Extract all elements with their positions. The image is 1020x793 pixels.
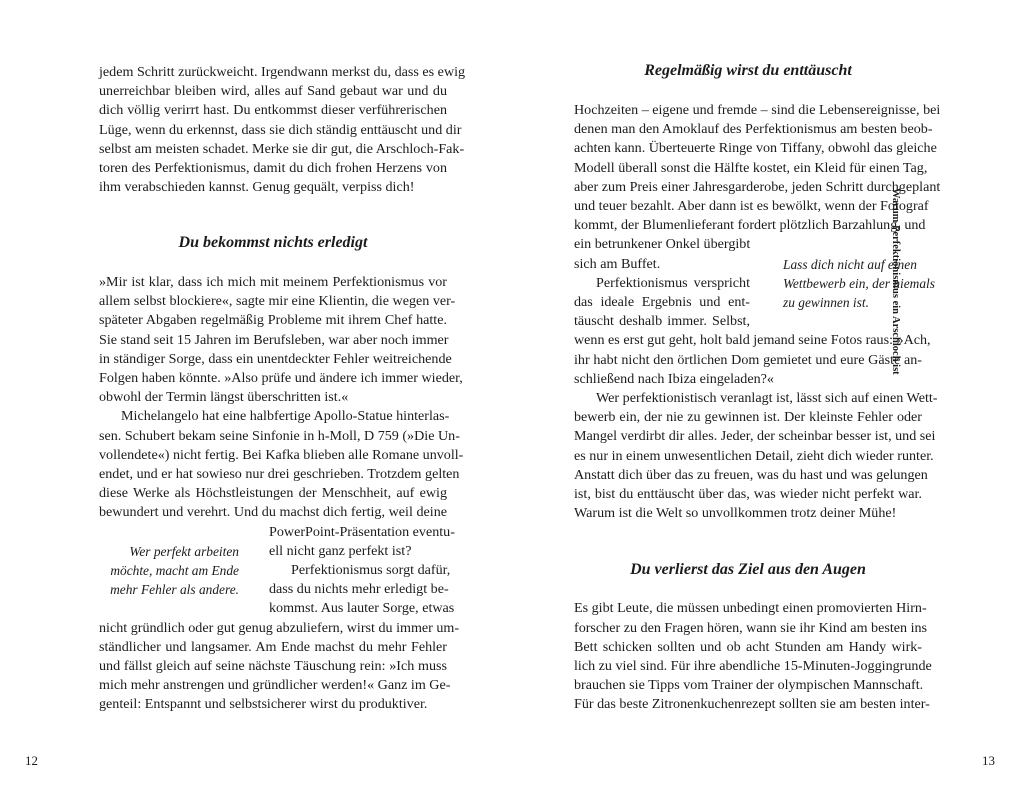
text-line: allem selbst blockiere«, sagte mir eine Klientin, die wegen ver- [99, 293, 456, 310]
text-line: selbst am meisten schadet. Merke sie dir gut, die Arschloch-Fak- [99, 140, 465, 157]
text-line: Anstatt dich über das zu freuen, was du hast und was gelungen [574, 466, 928, 483]
text-line: und fällst gleich auf seine nächste Täuschung rein: »Ich muss [99, 658, 447, 674]
running-head: Warum Perfektionismus ein Arschloch ist [890, 188, 901, 375]
text-line: dich völlig verirrt hast. Du entkommst dieser verführerischen [99, 102, 447, 119]
text-line: es nur in einem unwesentlichen Detail, zieht dich wieder runter. [574, 447, 934, 464]
text-line: wenn es erst gut geht, holt bald jemand seine Fotos raus: »Ach, [574, 332, 931, 349]
text-line: kommt, der Blumenlieferant fordert plötzlich Barzahlung, und [574, 217, 926, 234]
text-line: späteter Abgaben regelmäßig Probleme mit ihrem Chef hatte. [99, 312, 447, 329]
text-line: Bett schicken sollten und ob acht Stunden am Handy wirk- [574, 638, 922, 655]
pull-quote-line: möchte, macht am Ende [110, 563, 239, 578]
pull-quote-line: Wettbewerb ein, der niemals [783, 275, 935, 291]
text-line: ihr habt nicht den örtlichen Dom gemietet und eure Gäste an- [574, 351, 922, 368]
text-line: Michelangelo hat eine halbfertige Apollo-Statue hinterlas- [121, 408, 450, 425]
text-line: forscher zu den Fragen hören, wann sie ihr Kind am besten ins [574, 619, 928, 636]
text-line: obwohl der Termin längst überschritten ist.« [99, 389, 349, 406]
section-heading: Regelmäßig wirst du enttäuscht [644, 62, 852, 79]
pull-quote-line: mehr Fehler als andere. [110, 582, 239, 598]
text-line: sich am Buffet. [574, 255, 661, 272]
text-line: vollendete«) nicht fertig. Bei Kafka blieben alle Romane unvoll- [99, 446, 464, 463]
pull-quote-line: Lass dich nicht auf einen [783, 256, 917, 272]
text-line: Warum ist die Welt so unvollkommen trotz deiner Mühe! [574, 505, 897, 522]
text-line: sen. Schubert bekam seine Sinfonie in h-Moll, D 759 (»Die Un- [99, 427, 460, 444]
text-line: unerreichbar bleiben wird, alles auf Sand gebaut war und du [99, 83, 447, 100]
text-line: nicht gründlich oder gut genug abzuliefern, wirst du immer um- [99, 619, 460, 636]
page-number: 12 [25, 753, 38, 768]
text-line: das ideale Ergebnis und ent- [574, 294, 750, 310]
text-line: mich mehr anstrengen und gründlicher werden!« Ganz im Ge- [99, 677, 451, 694]
text-line: Sie stand seit 15 Jahren im Berufsleben, war aber noch immer [99, 331, 449, 348]
text-line: schließend nach Ibiza eingeladen?« [574, 370, 774, 387]
text-line: Lüge, wenn du erkennst, dass sie dich ständig enttäuscht und dir [99, 121, 462, 138]
text-line: PowerPoint-Präsentation eventu- [269, 523, 455, 540]
text-line: Perfektionismus verspricht [596, 274, 750, 291]
text-line: toren des Perfektionismus, damit du dich frohen Herzens von [99, 160, 447, 176]
text-line: täuscht deshalb immer. Selbst, [574, 313, 750, 330]
text-line: Perfektionismus sorgt dafür, [291, 562, 451, 578]
text-line: Mangel verdirbt dir alles. Jeder, der scheinbar besser ist, und sei [574, 428, 936, 445]
pull-quote-line: Wer perfekt arbeiten [129, 543, 239, 559]
text-line: Wer perfektionistisch veranlagt ist, lässt sich auf einen Wett- [596, 390, 938, 406]
text-line: ist, bist du enttäuscht über das, was wieder nicht perfekt war. [574, 486, 922, 502]
text-line: jedem Schritt zurückweicht. Irgendwann merkst du, dass es ewig [99, 64, 466, 80]
text-line: lich zu viel sind. Für ihre abendliche 15-Minuten-Joggingrunde [574, 658, 932, 674]
text-line: und teuer bezahlt. Aber dann ist es bewölkt, wenn der Fotograf [574, 198, 929, 214]
text-line: in ständiger Sorge, dass ein unentdeckter Fehler weitreichende [99, 350, 452, 367]
text-line: dass du nichts mehr erledigt be- [269, 581, 449, 598]
section-heading: Du bekommst nichts erledigt [178, 234, 368, 251]
text-line: Für das beste Zitronenkuchenrezept sollten sie am besten inter- [574, 696, 930, 713]
text-line: Modell überall sonst die Hälfte kostet, ein Kleid für einen Tag, [574, 159, 928, 176]
text-line: denen man den Amoklauf des Perfektionismus am besten beob- [574, 121, 933, 138]
text-line: ein betrunkener Onkel übergibt [574, 236, 751, 253]
pull-quote-line: zu gewinnen ist. [783, 295, 869, 310]
text-line: endet, und er hat sowieso nur drei geschrieben. Trotzdem gelten [99, 466, 460, 482]
text-line: Folgen haben könnte. »Also prüfe und ändere ich immer wieder, [99, 370, 463, 386]
text-line: Hochzeiten – eigene und fremde – sind die Lebensereignisse, bei [574, 102, 941, 118]
section-heading: Du verlierst das Ziel aus den Augen [630, 561, 866, 578]
text-line: ihm verabschieden kannst. Genug gequält, verpiss dich! [99, 179, 415, 196]
text-line: ständlicher und langsamer. Am Ende machst du mehr Fehler [99, 638, 447, 655]
text-line: »Mir ist klar, dass ich mich mit meinem Perfektionismus vor [99, 274, 447, 290]
text-line: kommst. Aus lauter Sorge, etwas [269, 600, 455, 617]
text-line: genteil: Entspannt und selbstsicherer wirst du produktiver. [99, 696, 428, 713]
text-line: diese Werke als Höchstleistungen der Menschheit, auf ewig [99, 485, 447, 502]
text-line: bewerb ein, der nie zu gewinnen ist. Der kleinste Fehler oder [574, 409, 922, 426]
text-line: bewundert und verehrt. Und du machst dich fertig, weil deine [99, 504, 447, 521]
text-line: achten kann. Überteuerte Ringe von Tiffany, obwohl das gleiche [574, 140, 937, 157]
text-line: ell nicht ganz perfekt ist? [269, 542, 412, 559]
page-number: 13 [982, 753, 995, 768]
text-line: brauchen sie Tipps vom Trainer der olympischen Mannschaft. [574, 677, 924, 694]
text-line: Es gibt Leute, die müssen unbedingt einen promovierten Hirn- [574, 600, 927, 617]
text-line: aber zum Preis einer Jahresgarderobe, jeden Schritt durchgeplant [574, 178, 941, 195]
